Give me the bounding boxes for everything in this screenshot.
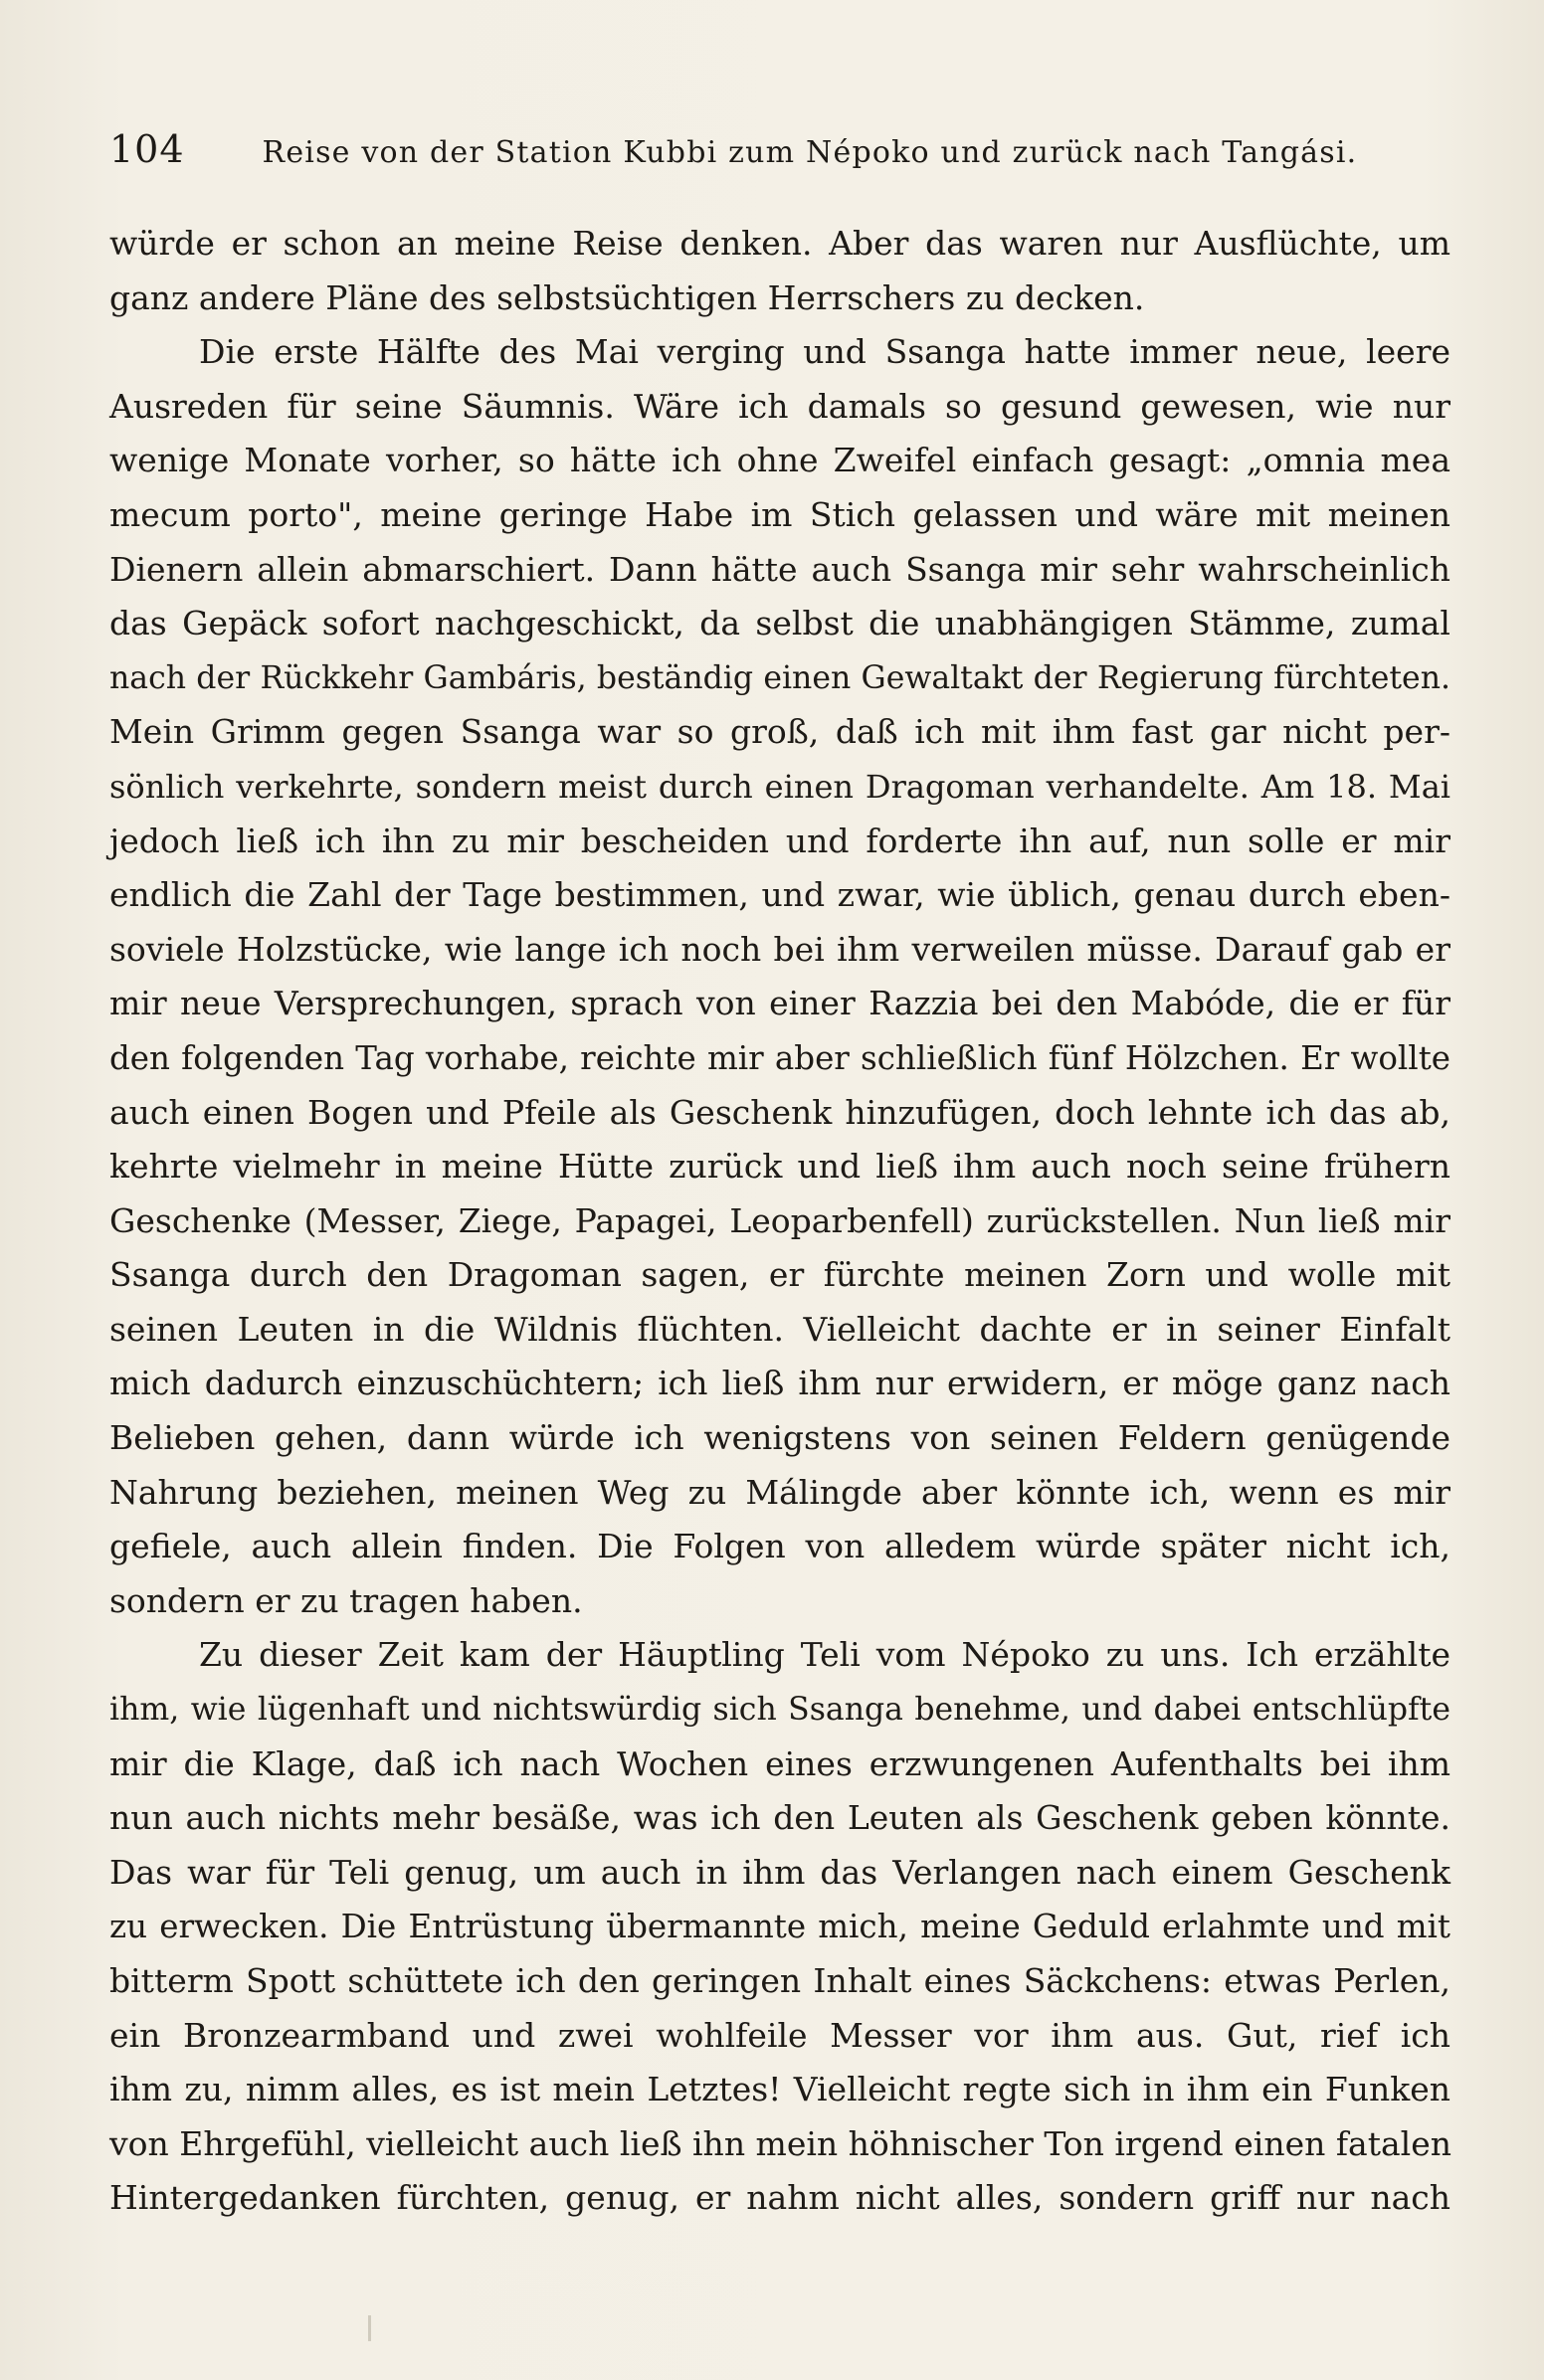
text-line: Belieben gehen, dann würde ich wenigstens von seinen Feldern genügende bbox=[109, 1418, 1450, 1458]
text-line: Die erste Hälfte des Mai verging und Ssanga hatte immer neue, leere bbox=[199, 332, 1450, 372]
text-line: seinen Leuten in die Wildnis flüchten. Vielleicht dachte er in seiner Einfalt bbox=[109, 1309, 1450, 1349]
text-line: zu erwecken. Die Entrüstung übermannte mich, meine Geduld erlahmte und mit bbox=[109, 1908, 1450, 1946]
text-line: mecum porto", meine geringe Habe im Stich gelassen und wäre mit meinen bbox=[109, 494, 1450, 534]
text-line: würde er schon an meine Reise denken. Aber das waren nur Ausflüchte, um bbox=[109, 224, 1450, 263]
page-header bbox=[109, 127, 1462, 187]
text-line: auch einen Bogen und Pfeile als Geschenk hinzufügen, doch lehnte ich das ab, bbox=[109, 1092, 1450, 1132]
text-line: soviele Holzstücke, wie lange ich noch bei ihm verweilen müsse. Darauf gab er bbox=[109, 929, 1450, 969]
text-line: Geschenke (Messer, Ziege, Papagei, Leoparbenfell) zurückstellen. Nun ließ mir bbox=[109, 1200, 1450, 1240]
text-line: Das war für Teli genug, um auch in ihm das Verlangen nach einem Geschenk bbox=[109, 1852, 1450, 1892]
text-line: von Ehrgefühl, vielleicht auch ließ ihn mein höhnischer Ton irgend einen fatalen bbox=[109, 2123, 1452, 2163]
text-line: Hintergedanken fürchten, genug, er nahm nicht alles, sondern griff nur nach bbox=[109, 2178, 1450, 2218]
text-line: Ausreden für seine Säumnis. Wäre ich damals so gesund gewesen, wie nur bbox=[109, 386, 1450, 426]
text-line: Dienern allein abmarschiert. Dann hätte auch Ssanga mir sehr wahrscheinlich bbox=[109, 549, 1450, 589]
text-line: ihm, wie lügenhaft und nichtswürdig sich Ssanga benehme, und dabei entschlüpfte bbox=[109, 1692, 1450, 1729]
text-line: ihm zu, nimm alles, es ist mein Letztes! Vielleicht regte sich in ihm ein Funken bbox=[109, 2070, 1450, 2109]
text-line: gefiele, auch allein finden. Die Folgen von alledem würde später nicht ich, bbox=[109, 1527, 1450, 1566]
text-line: mir die Klage, daß ich nach Wochen eines erzwungenen Aufenthalts bei ihm bbox=[109, 1743, 1450, 1783]
text-line: nun auch nichts mehr besäße, was ich den Leuten als Geschenk geben könnte. bbox=[109, 1798, 1450, 1838]
page-number: 104 bbox=[109, 127, 185, 171]
body-text bbox=[109, 217, 1450, 2226]
text-line: Mein Grimm gegen Ssanga war so groß, daß ich mit ihm fast gar nicht per- bbox=[109, 712, 1450, 752]
text-line: das Gepäck sofort nachgeschickt, da selbst die unabhängigen Stämme, zumal bbox=[109, 604, 1450, 643]
text-line: jedoch ließ ich ihn zu mir bescheiden und forderte ihn auf, nun solle er mir bbox=[109, 821, 1450, 860]
text-line: endlich die Zahl der Tage bestimmen, und zwar, wie üblich, genau durch eben- bbox=[109, 875, 1450, 915]
text-line: sönlich verkehrte, sondern meist durch einen Dragoman verhandelte. Am 18. Mai bbox=[109, 767, 1450, 806]
text-line: Zu dieser Zeit kam der Häuptling Teli vom Népoko zu uns. Ich erzählte bbox=[199, 1635, 1450, 1675]
text-line: den folgenden Tag vorhabe, reichte mir aber schließlich fünf Hölzchen. Er wollte bbox=[109, 1038, 1450, 1077]
print-mark bbox=[368, 2315, 371, 2341]
text-line: bitterm Spott schüttete ich den geringen Inhalt eines Säckchens: etwas Perlen, bbox=[109, 1961, 1450, 2000]
text-line: mir neue Versprechungen, sprach von einer Razzia bei den Mabóde, die er für bbox=[109, 984, 1450, 1023]
text-line: Nahrung beziehen, meinen Weg zu Málingde aber könnte ich, wenn es mir bbox=[109, 1472, 1450, 1512]
text-line: wenige Monate vorher, so hätte ich ohne Zweifel einfach gesagt: „omnia mea bbox=[109, 441, 1450, 480]
text-line: ganz andere Pläne des selbstsüchtigen Herrschers zu decken. bbox=[109, 277, 1145, 317]
text-line: nach der Rückkehr Gambáris, beständig einen Gewaltakt der Regierung fürchteten. bbox=[109, 659, 1450, 696]
running-title: Reise von der Station Kubbi zum Népoko und zurück nach Tangási. bbox=[262, 135, 1358, 170]
text-line: ein Bronzearmband und zwei wohlfeile Messer vor ihm aus. Gut, rief ich bbox=[109, 2015, 1450, 2055]
text-line: sondern er zu tragen haben. bbox=[109, 1580, 583, 1620]
text-line: Ssanga durch den Dragoman sagen, er fürchte meinen Zorn und wolle mit bbox=[109, 1255, 1450, 1295]
text-line: kehrte vielmehr in meine Hütte zurück und ließ ihm auch noch seine frühern bbox=[109, 1147, 1450, 1187]
text-line: mich dadurch einzuschüchtern; ich ließ ihm nur erwidern, er möge ganz nach bbox=[109, 1364, 1450, 1403]
